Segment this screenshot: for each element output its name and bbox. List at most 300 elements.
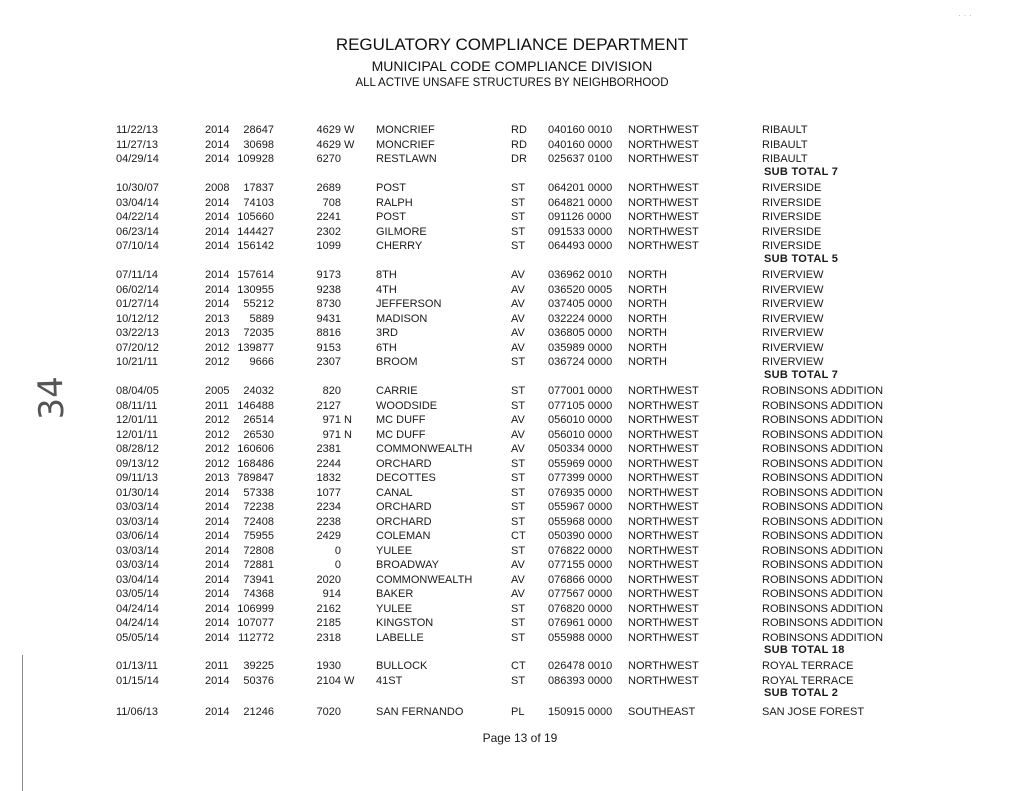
cell-area: NORTHWEST	[628, 182, 699, 194]
cell-year: 2014	[205, 559, 230, 571]
cell-date: 12/01/11	[116, 414, 159, 426]
cell-hood: RIVERVIEW	[762, 327, 824, 339]
cell-num: 8730	[316, 298, 341, 310]
cell-type: AV	[511, 269, 525, 281]
cell-case: 21246	[243, 706, 274, 718]
cell-parcel: 025637 0100	[548, 153, 613, 165]
cell-parcel: 036520 0005	[548, 283, 613, 296]
cell-parcel: 086393 0000	[548, 674, 613, 687]
cell-year: 2013	[205, 327, 230, 339]
table-row	[0, 602, 1024, 616]
cell-case: 39225	[243, 660, 274, 672]
cell-date: 05/05/14	[116, 631, 159, 644]
cell-parcel: 077155 0000	[548, 559, 613, 571]
cell-parcel: 064201 0000	[548, 182, 613, 194]
cell-case: 5889	[249, 312, 274, 325]
cell-parcel: 037405 0000	[548, 298, 613, 310]
cell-case: 72408	[243, 515, 274, 528]
cell-num: 914	[322, 588, 341, 600]
table-row	[0, 341, 1024, 355]
cell-parcel: 055988 0000	[548, 631, 613, 644]
cell-street: RESTLAWN	[376, 153, 437, 165]
cell-area: NORTHWEST	[628, 559, 699, 571]
cell-num: 2020	[316, 573, 341, 586]
cell-case: 106999	[237, 602, 274, 615]
cell-parcel: 036805 0000	[548, 327, 613, 339]
cell-year: 2014	[205, 124, 230, 136]
cell-case: 789847	[237, 472, 274, 484]
cell-year: 2014	[205, 153, 230, 165]
cell-parcel: 040160 0010	[548, 124, 613, 136]
cell-year: 2014	[205, 211, 230, 223]
cell-street: LABELLE	[376, 631, 424, 644]
cell-year: 2014	[205, 486, 230, 499]
cell-num: 2302	[316, 225, 341, 238]
cell-num: 820	[322, 385, 341, 397]
cell-dir: W	[344, 138, 355, 151]
cell-type: AV	[511, 298, 525, 310]
cell-parcel: 050334 0000	[548, 443, 613, 455]
cell-num: 7020	[316, 706, 341, 718]
cell-type: ST	[511, 617, 526, 629]
cell-date: 06/23/14	[116, 225, 159, 238]
cell-year: 2013	[205, 472, 230, 484]
cell-parcel: 091126 0000	[548, 211, 612, 223]
cell-type: CT	[511, 530, 526, 542]
table-row	[0, 355, 1024, 369]
cell-date: 07/11/14	[116, 269, 159, 281]
cell-hood: ROBINSONS ADDITION	[762, 530, 884, 542]
cell-num: 971	[322, 414, 341, 426]
cell-num: 1077	[316, 486, 341, 499]
cell-case: 24032	[243, 385, 274, 397]
cell-year: 2014	[205, 240, 230, 252]
cell-year: 2014	[205, 225, 230, 238]
cell-num: 0	[334, 544, 341, 557]
cell-type: CT	[511, 660, 526, 672]
cell-street: GILMORE	[376, 225, 427, 238]
cell-parcel: 036962 0010	[548, 269, 613, 281]
cell-hood: ROBINSONS ADDITION	[762, 414, 884, 426]
cell-type: ST	[511, 674, 526, 687]
cell-area: NORTHWEST	[628, 660, 699, 672]
cell-date: 03/04/14	[116, 196, 159, 209]
cell-area: NORTHWEST	[628, 588, 699, 600]
cell-hood: ROBINSONS ADDITION	[762, 472, 884, 484]
cell-street: BAKER	[376, 588, 414, 600]
cell-hood: ROBINSONS ADDITION	[762, 428, 884, 441]
cell-parcel: 026478 0010	[548, 660, 613, 672]
page-footer: Page 13 of 19	[482, 731, 558, 745]
cell-year: 2014	[205, 530, 230, 542]
cell-hood: ROBINSONS ADDITION	[762, 399, 884, 412]
cell-year: 2014	[205, 631, 230, 644]
cell-street: CARRIE	[376, 385, 418, 397]
cell-case: 130955	[237, 283, 274, 296]
table-row	[0, 486, 1024, 500]
cell-type: ST	[511, 602, 526, 615]
cell-year: 2014	[205, 617, 230, 629]
cell-parcel: 056010 0000	[548, 428, 613, 441]
cell-date: 04/29/14	[116, 153, 159, 165]
cell-parcel: 056010 0000	[548, 414, 613, 426]
cell-case: 109928	[237, 153, 274, 165]
cell-hood: ROBINSONS ADDITION	[762, 457, 884, 470]
cell-case: 26514	[243, 414, 274, 426]
cell-case: 107077	[237, 617, 274, 629]
cell-parcel: 076866 0000	[548, 573, 613, 586]
cell-street: MADISON	[376, 312, 428, 325]
cell-type: ST	[511, 211, 526, 223]
cell-date: 04/22/14	[116, 211, 159, 223]
table-row	[0, 558, 1024, 572]
cell-date: 03/03/14	[116, 515, 159, 528]
table-row	[0, 573, 1024, 587]
cell-hood: ROYAL TERRACE	[762, 660, 854, 672]
handwritten-page-number: 34	[30, 375, 73, 421]
cell-street: BROOM	[376, 356, 418, 368]
cell-area: NORTH	[628, 298, 667, 310]
cell-area: NORTHWEST	[628, 443, 699, 455]
cell-hood: RIVERSIDE	[762, 196, 822, 209]
cell-area: NORTHWEST	[628, 617, 699, 629]
cell-year: 2014	[205, 283, 230, 296]
cell-year: 2014	[205, 501, 230, 513]
cell-type: AV	[511, 283, 525, 296]
cell-hood: RIVERVIEW	[762, 298, 824, 310]
scan-specks: · · ·	[958, 10, 972, 20]
cell-num: 2127	[316, 399, 341, 412]
cell-year: 2014	[205, 544, 230, 557]
table-row	[0, 283, 1024, 297]
cell-area: NORTHWEST	[628, 385, 699, 397]
cell-case: 157614	[237, 269, 274, 281]
cell-dir: N	[344, 428, 352, 441]
cell-type: ST	[511, 399, 526, 412]
cell-area: NORTHWEST	[628, 414, 699, 426]
cell-area: NORTHWEST	[628, 573, 699, 586]
cell-street: DECOTTES	[376, 472, 436, 484]
cell-area: SOUTHEAST	[628, 706, 696, 718]
cell-street: BULLOCK	[376, 660, 428, 672]
cell-date: 03/06/14	[116, 530, 159, 542]
cell-street: YULEE	[376, 544, 413, 557]
cell-date: 03/22/13	[116, 327, 159, 339]
cell-date: 01/30/14	[116, 486, 159, 499]
cell-hood: ROBINSONS ADDITION	[762, 602, 884, 615]
table-row	[0, 442, 1024, 456]
cell-parcel: 150915 0000	[548, 706, 613, 718]
cell-type: AV	[511, 428, 525, 441]
cell-date: 03/04/14	[116, 573, 159, 586]
report-title: ALL ACTIVE UNSAFE STRUCTURES BY NEIGHBORHOOD	[355, 77, 669, 89]
table-row	[0, 471, 1024, 485]
cell-street: COMMONWEALTH	[376, 443, 473, 455]
cell-case: 73941	[243, 573, 274, 586]
cell-num: 0	[334, 559, 341, 571]
cell-street: CANAL	[376, 486, 413, 499]
cell-num: 2381	[316, 443, 341, 455]
cell-area: NORTHWEST	[628, 631, 699, 644]
cell-date: 07/20/12	[116, 341, 159, 354]
cell-num: 4629	[316, 138, 341, 151]
cell-area: NORTH	[628, 312, 667, 325]
cell-date: 09/11/13	[116, 472, 159, 484]
cell-num: 708	[322, 196, 341, 209]
cell-num: 2429	[316, 530, 341, 542]
cell-type: AV	[511, 312, 525, 325]
cell-num: 2307	[316, 356, 341, 368]
cell-street: CHERRY	[376, 240, 423, 252]
cell-case: 72808	[243, 544, 274, 557]
cell-street: 3RD	[376, 327, 399, 339]
table-row	[0, 239, 1024, 253]
cell-num: 2234	[316, 501, 341, 513]
cell-case: 57338	[243, 486, 274, 499]
cell-hood: RIVERVIEW	[762, 312, 824, 325]
cell-hood: RIVERVIEW	[762, 341, 824, 354]
cell-street: MC DUFF	[376, 414, 426, 426]
cell-type: ST	[511, 501, 526, 513]
cell-case: 144427	[237, 225, 274, 238]
cell-year: 2014	[205, 298, 230, 310]
cell-case: 50376	[243, 674, 274, 687]
cell-date: 11/22/13	[116, 124, 159, 136]
cell-year: 2012	[205, 428, 230, 441]
cell-date: 01/15/14	[116, 674, 159, 687]
table-row	[0, 138, 1024, 152]
table-row	[0, 428, 1024, 442]
cell-year: 2014	[205, 196, 230, 209]
cell-street: ORCHARD	[376, 457, 432, 470]
cell-area: NORTHWEST	[628, 196, 699, 209]
cell-type: AV	[511, 443, 525, 455]
cell-area: NORTHWEST	[628, 138, 699, 151]
cell-case: 168486	[237, 457, 274, 470]
cell-case: 74368	[243, 588, 274, 600]
cell-num: 2238	[316, 515, 341, 528]
cell-case: 160606	[237, 443, 274, 455]
cell-case: 26530	[243, 428, 274, 441]
cell-street: ORCHARD	[376, 515, 432, 528]
cell-type: ST	[511, 182, 526, 194]
cell-year: 2014	[205, 573, 230, 586]
cell-dir: W	[344, 674, 355, 687]
subtotal: SUB TOTAL 18	[764, 644, 845, 656]
cell-year: 2012	[205, 414, 230, 426]
table-row	[0, 152, 1024, 166]
cell-street: YULEE	[376, 602, 413, 615]
table-row	[0, 587, 1024, 601]
table-row	[0, 268, 1024, 282]
table-row	[0, 705, 1024, 719]
cell-case: 74103	[243, 196, 274, 209]
cell-street: WOODSIDE	[376, 399, 438, 412]
cell-case: 112772	[238, 631, 274, 644]
table-row	[0, 413, 1024, 427]
cell-date: 03/03/14	[116, 544, 159, 557]
cell-hood: ROBINSONS ADDITION	[762, 443, 884, 455]
cell-date: 01/27/14	[116, 298, 159, 310]
cell-parcel: 076822 0000	[548, 544, 613, 557]
cell-type: ST	[511, 225, 526, 238]
cell-case: 55212	[243, 298, 274, 310]
cell-hood: RIVERSIDE	[762, 211, 822, 223]
table-row	[0, 529, 1024, 543]
cell-year: 2014	[205, 138, 230, 151]
cell-area: NORTHWEST	[628, 602, 699, 615]
cell-area: NORTHWEST	[628, 515, 699, 528]
cell-area: NORTHWEST	[628, 674, 699, 687]
cell-type: DR	[511, 153, 527, 165]
cell-type: AV	[511, 414, 525, 426]
cell-hood: ROBINSONS ADDITION	[762, 501, 884, 513]
cell-date: 03/03/14	[116, 559, 159, 571]
cell-parcel: 055969 0000	[548, 457, 613, 470]
cell-type: ST	[511, 385, 526, 397]
cell-year: 2014	[205, 602, 230, 615]
cell-date: 04/24/14	[116, 617, 159, 629]
cell-hood: RIVERVIEW	[762, 283, 824, 296]
cell-street: SAN FERNANDO	[376, 706, 464, 718]
cell-parcel: 055967 0000	[548, 501, 613, 513]
cell-case: 139877	[237, 341, 274, 354]
cell-type: ST	[511, 631, 526, 644]
cell-street: KINGSTON	[376, 617, 434, 629]
subtotal: SUB TOTAL 2	[764, 687, 839, 699]
cell-street: RALPH	[376, 196, 413, 209]
cell-hood: RIVERSIDE	[762, 182, 822, 194]
cell-parcel: 064821 0000	[548, 196, 613, 209]
cell-date: 04/24/14	[116, 602, 159, 615]
cell-type: AV	[511, 573, 525, 586]
table-row	[0, 500, 1024, 514]
cell-num: 1832	[316, 472, 341, 484]
cell-type: AV	[511, 588, 525, 600]
cell-date: 09/13/12	[116, 457, 159, 470]
cell-hood: ROBINSONS ADDITION	[762, 588, 884, 600]
cell-hood: RIBAULT	[762, 138, 808, 151]
cell-num: 2162	[316, 602, 341, 615]
cell-type: PL	[511, 706, 525, 718]
cell-parcel: 040160 0000	[548, 138, 613, 151]
cell-num: 971	[322, 428, 341, 441]
cell-street: MC DUFF	[376, 428, 426, 441]
table-row	[0, 326, 1024, 340]
cell-date: 10/30/07	[116, 182, 159, 194]
cell-case: 156142	[237, 240, 274, 252]
cell-parcel: 032224 0000	[548, 312, 613, 325]
cell-type: ST	[511, 544, 526, 557]
cell-street: POST	[376, 211, 406, 223]
cell-hood: RIVERSIDE	[762, 240, 822, 252]
cell-num: 2244	[316, 457, 341, 470]
cell-parcel: 035989 0000	[548, 341, 613, 354]
table-row	[0, 181, 1024, 195]
cell-area: NORTHWEST	[628, 501, 699, 513]
cell-date: 10/21/11	[116, 356, 159, 368]
cell-num: 1930	[316, 660, 341, 672]
cell-date: 08/11/11	[116, 399, 158, 412]
division-title: MUNICIPAL CODE COMPLIANCE DIVISION	[371, 58, 653, 74]
cell-area: NORTHWEST	[628, 124, 699, 136]
cell-area: NORTHWEST	[628, 153, 699, 165]
cell-parcel: 076820 0000	[548, 602, 613, 615]
table-row	[0, 312, 1024, 326]
cell-street: ORCHARD	[376, 501, 432, 513]
table-row	[0, 659, 1024, 673]
cell-year: 2014	[205, 515, 230, 528]
cell-num: 8816	[316, 327, 341, 339]
cell-num: 4629	[316, 124, 341, 136]
cell-type: AV	[511, 327, 525, 339]
cell-num: 2104	[316, 674, 341, 687]
cell-area: NORTH	[628, 356, 667, 368]
cell-hood: RIBAULT	[762, 124, 808, 136]
cell-area: NORTHWEST	[628, 211, 699, 223]
cell-area: NORTHWEST	[628, 225, 699, 238]
cell-area: NORTH	[628, 283, 667, 296]
cell-year: 2011	[205, 660, 229, 672]
cell-date: 10/12/12	[116, 312, 159, 325]
cell-date: 12/01/11	[116, 428, 159, 441]
cell-case: 72238	[243, 501, 274, 513]
cell-year: 2014	[205, 269, 230, 281]
cell-type: ST	[511, 486, 526, 499]
cell-date: 01/13/11	[116, 660, 159, 672]
cell-date: 08/04/05	[116, 385, 159, 397]
table-row	[0, 225, 1024, 239]
table-row	[0, 384, 1024, 398]
cell-num: 9153	[316, 341, 341, 354]
subtotal: SUB TOTAL 5	[764, 252, 839, 265]
cell-num: 1099	[316, 240, 341, 252]
cell-parcel: 077001 0000	[548, 385, 613, 397]
table-row	[0, 123, 1024, 137]
cell-parcel: 077399 0000	[548, 472, 613, 484]
cell-num: 9173	[316, 269, 341, 281]
cell-street: BROADWAY	[376, 559, 439, 571]
subtotal: SUB TOTAL 7	[764, 165, 839, 178]
cell-street: JEFFERSON	[376, 298, 442, 310]
table-row	[0, 297, 1024, 311]
cell-street: MONCRIEF	[376, 124, 435, 136]
cell-case: 30698	[243, 138, 274, 151]
cell-num: 9238	[316, 283, 341, 296]
cell-num: 2185	[316, 617, 341, 629]
cell-year: 2012	[205, 457, 230, 470]
cell-hood: ROBINSONS ADDITION	[762, 559, 884, 571]
cell-parcel: 091533 0000	[548, 225, 613, 238]
cell-dir: W	[344, 124, 355, 136]
cell-street: 4TH	[376, 283, 397, 296]
table-row	[0, 399, 1024, 413]
cell-case: 28647	[243, 124, 274, 136]
cell-area: NORTH	[628, 341, 667, 354]
table-row	[0, 674, 1024, 688]
table-row	[0, 616, 1024, 630]
cell-year: 2013	[205, 312, 230, 325]
cell-hood: ROBINSONS ADDITION	[762, 385, 884, 397]
cell-parcel: 064493 0000	[548, 240, 613, 252]
cell-hood: RIVERSIDE	[762, 225, 822, 238]
cell-dir: N	[344, 414, 352, 426]
cell-parcel: 050390 0000	[548, 530, 613, 542]
department-title: REGULATORY COMPLIANCE DEPARTMENT	[335, 35, 689, 54]
table-row	[0, 544, 1024, 558]
cell-hood: ROBINSONS ADDITION	[762, 617, 884, 629]
cell-area: NORTHWEST	[628, 428, 699, 441]
